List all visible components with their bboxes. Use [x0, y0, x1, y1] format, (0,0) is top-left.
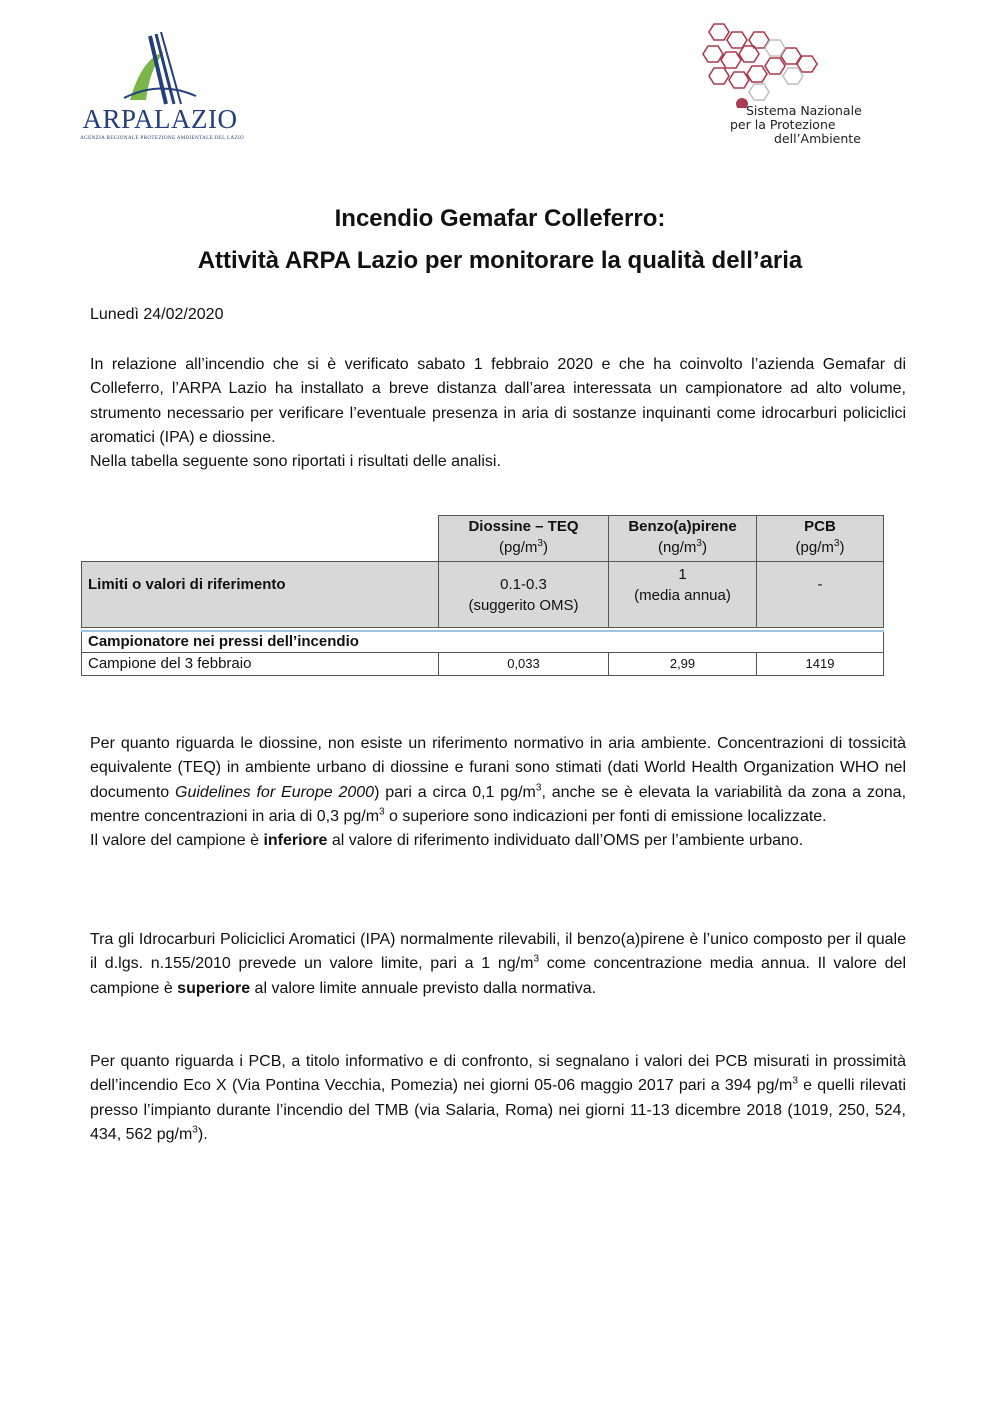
table-intro-text: Nella tabella seguente sono riportati i risultati delle analisi.: [90, 453, 501, 471]
pcb-text: [90, 1050, 906, 1147]
bold-text: inferiore: [263, 832, 328, 850]
column-name: PCB: [804, 518, 836, 535]
document-title: [0, 198, 1000, 282]
snpa-line-3: dell’Ambiente: [774, 131, 861, 146]
unit-close: ): [839, 539, 845, 556]
snpa-text: [730, 104, 862, 146]
column-name: Diossine – TEQ: [468, 518, 579, 535]
limits-label: [82, 562, 439, 628]
arpa-brand-name: ARPALAZIO: [82, 104, 238, 134]
text-span: ).: [197, 1125, 208, 1143]
text-span: Per quanto riguarda le diossine, non esiste un riferimento normativo in aria ambiente. Concentrazioni di tossicità equivalente (TEQ) in ambiente urbano di diossine e furani sono stimati (dati World Health Organization WHO nel documento: [90, 735, 906, 801]
limit-value: -: [817, 576, 823, 593]
text-span: Tra gli Idrocarburi Policiclici Aromatici (IPA) normalmente rilevabili, il benzo(a)pirene è l’unico composto per il quale il d.lgs. n.155/2010 prevede un valore limite, pari a 1 ng/m: [90, 931, 906, 973]
snpa-hexagons-icon: [694, 18, 904, 108]
text-span: Per quanto riguarda i PCB, a titolo informativo e di confronto, si segnalano i valori dei PCB misurati in prossimità dell’incendio Eco X (Via Pontina Vecchia, Pomezia) nei giorni 05-06 maggio 2017 pari a 394 pg/m: [90, 1053, 906, 1095]
column-header-pcb: [757, 516, 884, 562]
intro-paragraph: [90, 353, 906, 474]
text-span: o superiore sono indicazioni per fonti di emissione localizzate.: [384, 807, 827, 825]
document-date: Lunedì 24/02/2020: [90, 306, 224, 323]
intro-text: In relazione all’incendio che si è verificato sabato 1 febbraio 2020 e che ha coinvolto l’azienda Gemafar di Colleferro, l’ARPA Lazio ha installato a breve distanza dall’area interessata un campionatore ad alto volume, strumento necessario per verificare l’eventuale presenza in aria di sostanze inquinanti come idrocarburi policiclici aromatici (IPA) e diossine.: [90, 356, 906, 446]
exponent: 3: [192, 1124, 198, 1136]
unit-close: ): [701, 539, 707, 556]
pcb-paragraph: [90, 1050, 906, 1147]
text-span: al valore di riferimento individuato dall’OMS per l’ambiente urbano.: [327, 832, 804, 850]
limit-value: 0.1-0.3: [500, 576, 547, 593]
exponent: 3: [792, 1075, 798, 1087]
column-header-benzopyrene: [609, 516, 757, 562]
exponent: 3: [535, 782, 542, 794]
ipa-paragraph: [90, 928, 906, 1001]
text-span: , anche se è elevata la variabilità da zona a zona, mentre concentrazioni in aria di 0,3 pg/m: [90, 783, 907, 825]
unit-exponent: 3: [537, 538, 543, 549]
arpa-lazio-logo: [80, 28, 245, 141]
row-value-dioxins: 0,033: [439, 653, 609, 676]
column-name: Benzo(a)pirene: [628, 518, 737, 535]
text-span: ) pari a circa 0,1 pg/m: [374, 783, 536, 801]
limit-benzopyrene: [609, 562, 757, 628]
limits-row: [82, 562, 884, 628]
limit-dioxins: [439, 562, 609, 628]
limit-pcb: [757, 562, 884, 628]
dioxins-text: [90, 732, 906, 829]
dioxins-paragraph: [90, 732, 906, 853]
column-unit: (ng/m: [658, 539, 697, 556]
exponent: 3: [533, 953, 540, 965]
title-line-2: Attività ARPA Lazio per monitorare la qualità dell’aria: [197, 247, 803, 274]
ipa-text: [90, 928, 906, 1001]
snpa-line-1: Sistema Nazionale: [746, 103, 862, 118]
section-row: [82, 631, 884, 653]
exponent: 3: [379, 806, 385, 818]
text-span: e quelli rilevati presso l’impianto durante l’incendio del TMB (via Salaria, Roma) nei giorni 11-13 dicembre 2018 (1019, 250, 524, 434, 562 pg/m: [90, 1077, 907, 1143]
dioxins-conclusion: [90, 829, 906, 853]
table-header-row: [82, 516, 884, 562]
unit-exponent: 3: [833, 538, 840, 549]
document-reference: Guidelines for Europe 2000: [175, 783, 375, 801]
table-corner: [82, 516, 439, 562]
snpa-logo: [694, 18, 904, 148]
limits-label-text: Limiti o valori di riferimento: [88, 576, 286, 593]
title-line-1: Incendio Gemafar Colleferro:: [334, 205, 666, 232]
text-span: al valore limite annuale previsto dalla normativa.: [250, 979, 597, 997]
unit-exponent: 3: [696, 538, 702, 549]
bold-text: superiore: [177, 979, 251, 997]
results-table: [81, 515, 884, 676]
text-span: come concentrazione media annua. Il valore del campione è: [90, 955, 907, 997]
column-unit: (pg/m: [499, 539, 538, 556]
arpa-mountain-icon: [120, 28, 200, 106]
column-header-dioxins: [439, 516, 609, 562]
text-span: Il valore del campione è: [90, 832, 264, 850]
unit-close: ): [542, 539, 548, 556]
limit-note: (suggerito OMS): [468, 597, 579, 614]
row-value-benzopyrene: 2,99: [609, 653, 757, 676]
table-row: [82, 653, 884, 676]
snpa-line-2: per la Protezione: [730, 117, 836, 132]
limit-note: (media annua): [634, 587, 731, 604]
column-unit: (pg/m: [795, 539, 834, 556]
row-label: Campione del 3 febbraio: [82, 653, 439, 676]
section-label: Campionatore nei pressi dell’incendio: [82, 631, 884, 653]
arpa-agency-name: AGENZIA REGIONALE PROTEZIONE AMBIENTALE DEL LAZIO: [80, 135, 245, 141]
row-value-pcb: 1419: [757, 653, 884, 676]
limit-value: 1: [678, 566, 687, 583]
